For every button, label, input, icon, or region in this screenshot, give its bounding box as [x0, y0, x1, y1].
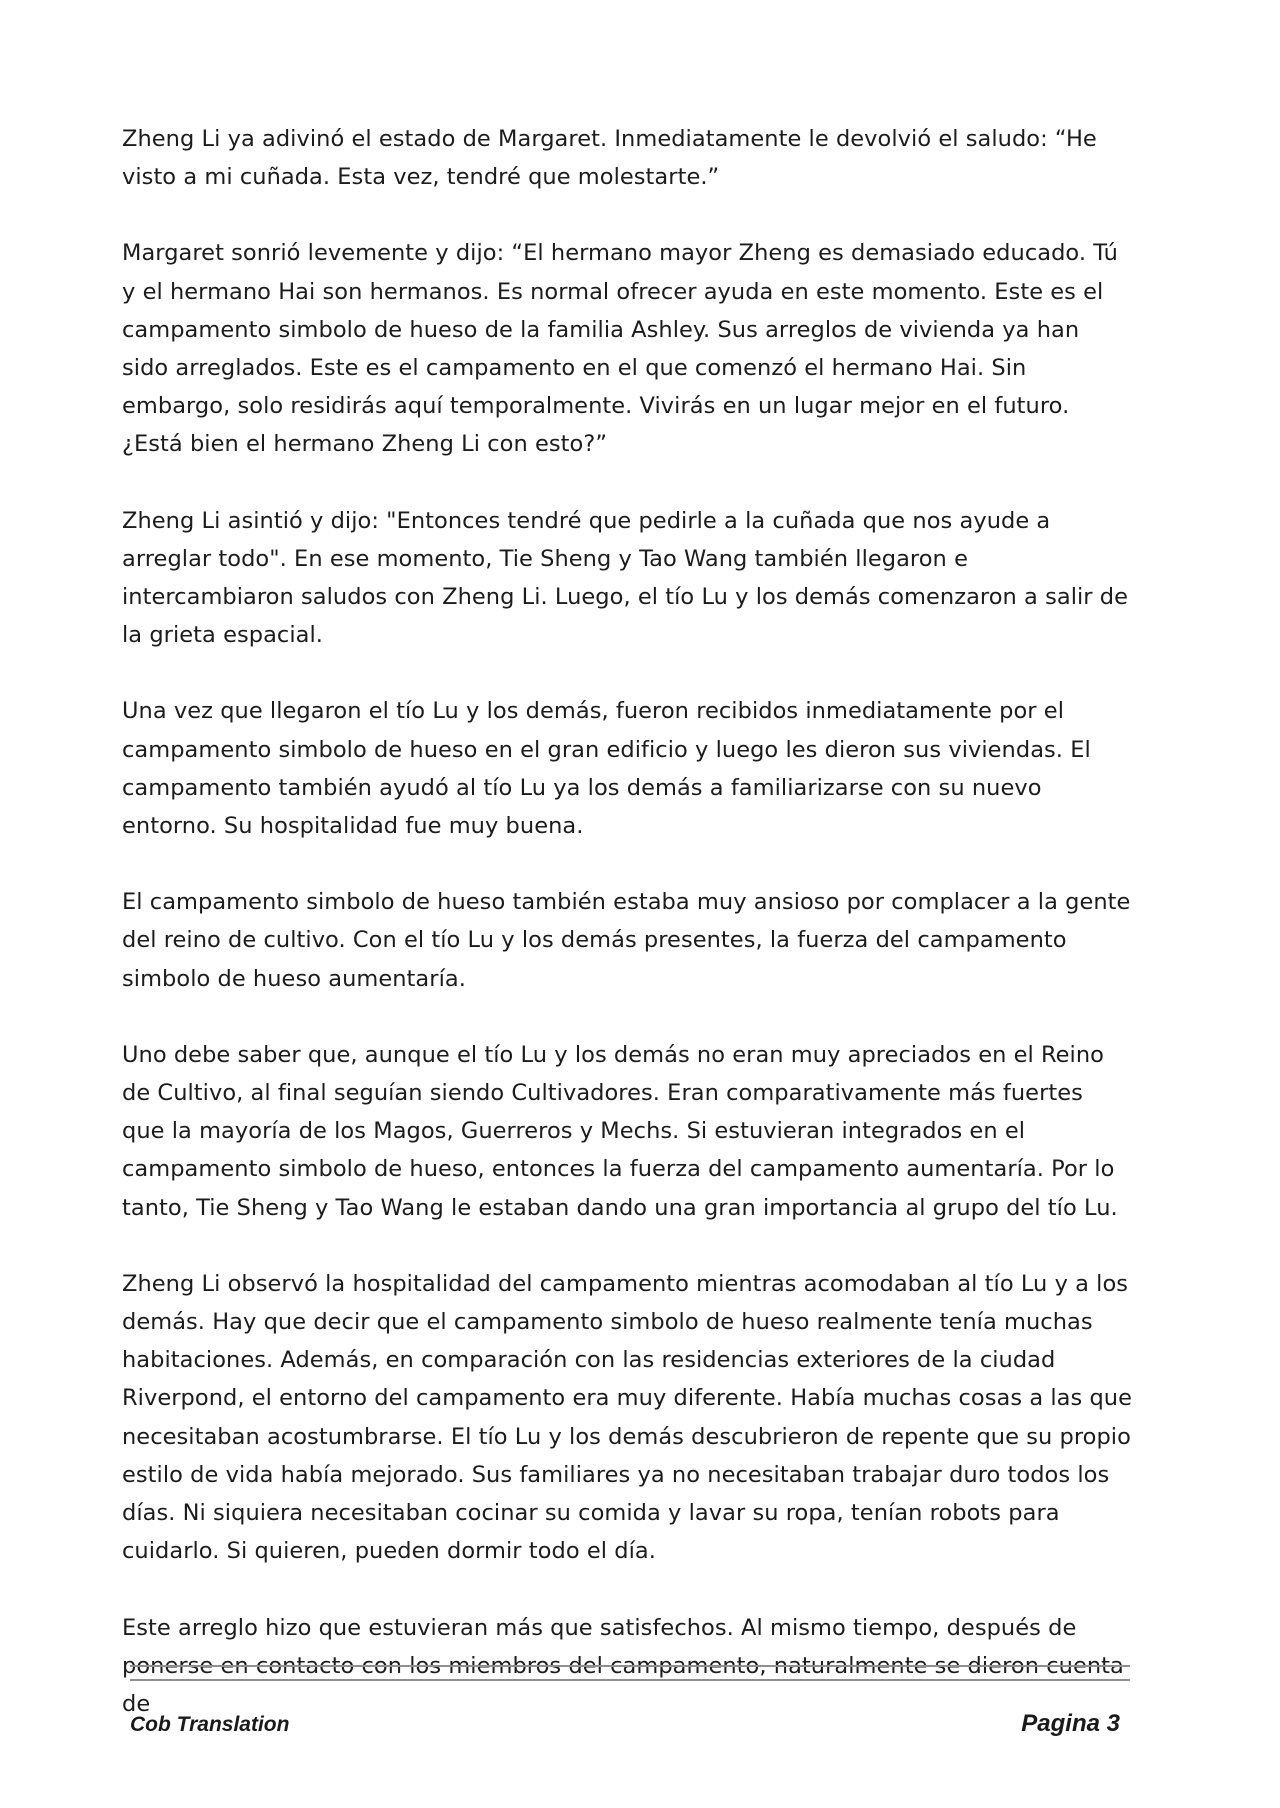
- paragraph-6: Uno debe saber que, aunque el tío Lu y los demás no eran muy apreciados en el Reino de Cultivo, al final seguían siendo Cultivadores. Eran comparativamente más fuertes que la mayoría de los Magos, Guerreros y Mechs. Si estuvieran integrados en el campamento simbolo de hueso, entonces la fuerza del campamento aumentaría. Por lo tanto, Tie Sheng y Tao Wang le estaban dando una gran importancia al grupo del tío Lu.: [122, 1041, 1118, 1221]
- paragraph-4: Una vez que llegaron el tío Lu y los demás, fueron recibidos inmediatamente por el campamento simbolo de hueso en el gran edificio y luego les dieron sus viviendas. El campamento también ayudó al tío Lu ya los demás a familiarizarse con su nuevo entorno. Su hospitalidad fue muy buena.: [122, 698, 1091, 840]
- footer-page-number: Pagina 3: [1021, 1710, 1120, 1737]
- paragraph-3: Zheng Li asintió y dijo: "Entonces tendré que pedirle a la cuñada que nos ayude a arreglar todo". En ese momento, Tie Sheng y Tao Wang también llegaron e intercambiaron saludos con Zheng Li. Luego, el tío Lu y los demás comenzaron a salir de la grieta espacial.: [122, 507, 1129, 649]
- paragraph-5: El campamento simbolo de hueso también estaba muy ansioso por complacer a la gente del reino de cultivo. Con el tío Lu y los demás presentes, la fuerza del campamento simbolo de hueso aumentaría.: [122, 889, 1131, 992]
- paragraph-8: Este arreglo hizo que estuvieran más que satisfechos. Al mismo tiempo, después de ponerse en contacto con los miembros del campamento, naturalmente se dieron cuenta de: [122, 1614, 1124, 1717]
- body-text: [122, 120, 1132, 1761]
- footer-divider-top: [130, 1665, 1130, 1667]
- footer-translator-credit: Cob Translation: [130, 1713, 290, 1736]
- paragraph-1: Zheng Li ya adivinó el estado de Margaret. Inmediatamente le devolvió el saludo: “He visto a mi cuñada. Esta vez, tendré que molestarte.”: [122, 126, 1097, 191]
- paragraph-2: Margaret sonrió levemente y dijo: “El hermano mayor Zheng es demasiado educado. Tú y el hermano Hai son hermanos. Es normal ofrecer ayuda en este momento. Este es el campamento simbolo de hueso de la familia Ashley. Sus arreglos de vivienda ya han sido arreglados. Este es el campamento en el que comenzó el hermano Hai. Sin embargo, solo residirás aquí temporalmente. Vivirás en un lugar mejor en el futuro. ¿Está bien el hermano Zheng Li con esto?”: [122, 240, 1118, 458]
- footer-divider-bottom: [130, 1679, 1130, 1681]
- paragraph-7: Zheng Li observó la hospitalidad del campamento mientras acomodaban al tío Lu y a los demás. Hay que decir que el campamento simbolo de hueso realmente tenía muchas habitaciones. Además, en comparación con las residencias exteriores de la ciudad Riverpond, el entorno del campamento era muy diferente. Había muchas cosas a las que necesitaban acostumbrarse. El tío Lu y los demás descubrieron de repente que su propio estilo de vida había mejorado. Sus familiares ya no necesitaban trabajar duro todos los días. Ni siquiera necesitaban cocinar su comida y lavar su ropa, tenían robots para cuidarlo. Si quieren, pueden dormir todo el día.: [122, 1270, 1133, 1565]
